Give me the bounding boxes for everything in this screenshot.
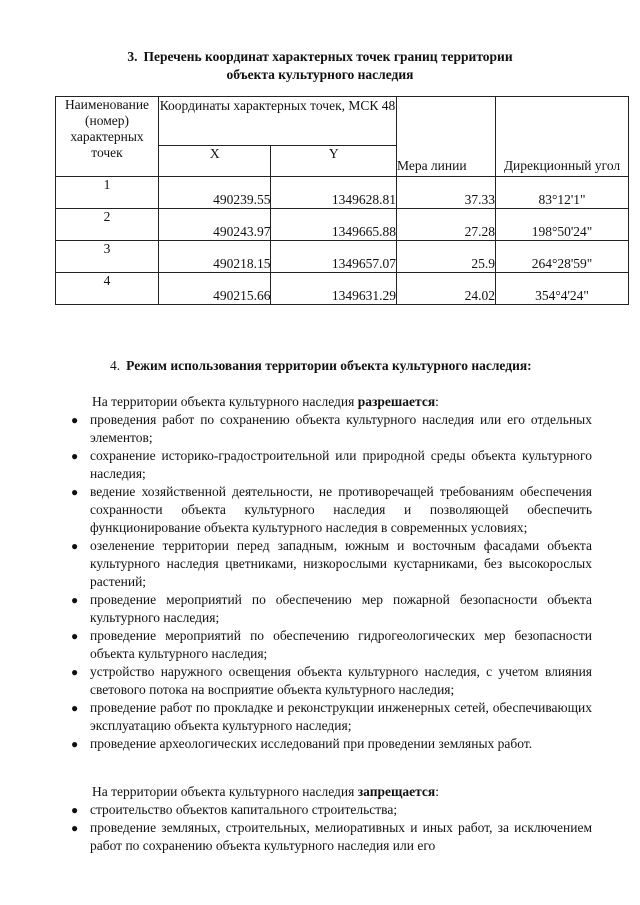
allowed-keyword: разрешается — [357, 394, 436, 409]
table-row — [56, 177, 629, 209]
list-item — [71, 801, 592, 819]
list-item-text: проведение мероприятий по обеспечению гидрогеологических мер безопасности объекта культурного наследия; — [90, 628, 592, 661]
list-item — [71, 591, 592, 627]
header-direction-angle: Дирекционный угол — [496, 97, 629, 177]
cell-direction: 198°50'24" — [496, 209, 629, 241]
header-line-length: Мера линии — [397, 97, 496, 177]
list-item-text: проведения работ по сохранению объекта культурного наследия или его отдельных элементов; — [90, 412, 592, 445]
cell-x: 490218.15 — [159, 241, 271, 273]
cell-y: 1349665.88 — [271, 209, 397, 241]
allowed-intro — [92, 393, 439, 411]
table-row — [56, 241, 629, 273]
forbidden-intro — [92, 783, 439, 801]
list-item-text: устройство наружного освещения объекта культурного наследия, с учетом влияния светового потока на восприятие объекта культурного наследия; — [90, 664, 592, 697]
list-item-text: проведение земляных, строительных, мелиоративных и иных работ, за исключением работ по сохранению объекта культурного наследия или его — [90, 820, 592, 853]
cell-x: 490243.97 — [159, 209, 271, 241]
bullet-icon: ● — [71, 701, 79, 715]
cell-length: 25.9 — [397, 241, 496, 273]
section-4-title — [110, 357, 610, 375]
table-row — [56, 273, 629, 305]
forbidden-keyword: запрещается — [357, 784, 436, 799]
list-item-text: проведение археологических исследований при проведении земляных работ. — [90, 736, 533, 751]
cell-point-number: 2 — [56, 209, 159, 241]
cell-y: 1349657.07 — [271, 241, 397, 273]
coordinates-table — [55, 96, 629, 305]
allowed-intro-colon: : — [435, 394, 439, 409]
forbidden-list — [71, 801, 592, 855]
header-point-name: Наименование (номер) характерных точек — [56, 97, 159, 177]
list-item — [71, 735, 592, 753]
cell-length: 27.28 — [397, 209, 496, 241]
list-item — [71, 483, 592, 537]
bullet-icon: ● — [71, 803, 79, 817]
cell-direction: 264°28'59" — [496, 241, 629, 273]
bullet-icon: ● — [71, 593, 79, 607]
list-item-text: озеленение территории перед западным, южным и восточным фасадами объекта культурного наследия цветниками, низкорослыми кустарниками, без высокорослых растений; — [90, 538, 592, 589]
bullet-icon: ● — [71, 629, 79, 643]
list-item — [71, 819, 592, 855]
allowed-intro-text: На территории объекта культурного наследия — [92, 394, 358, 409]
list-item — [71, 627, 592, 663]
cell-length: 37.33 — [397, 177, 496, 209]
list-item — [71, 663, 592, 699]
section-3-title-line2: объекта культурного наследия — [226, 67, 414, 82]
list-item-text: строительство объектов капитального строительства; — [90, 802, 398, 817]
table-header-row — [56, 97, 629, 146]
list-item — [71, 537, 592, 591]
bullet-icon: ● — [71, 539, 79, 553]
cell-length: 24.02 — [397, 273, 496, 305]
list-item-text: сохранение историко-градостроительной или природной среды объекта культурного наследия; — [90, 448, 592, 481]
cell-x: 490215.66 — [159, 273, 271, 305]
cell-y: 1349628.81 — [271, 177, 397, 209]
list-item-text: ведение хозяйственной деятельности, не противоречащей требованиям обеспечения сохранности объекта культурного наследия и позволяющей обеспечить функционирование объекта культурного наследия в современных условиях; — [90, 484, 592, 535]
bullet-icon: ● — [71, 413, 79, 427]
list-item-text: проведение мероприятий по обеспечению мер пожарной безопасности объекта культурного наследия; — [90, 592, 592, 625]
list-item — [71, 411, 592, 447]
table-row — [56, 209, 629, 241]
list-item — [71, 699, 592, 735]
header-coordinates: Координаты характерных точек, МСК 48 — [159, 97, 397, 146]
forbidden-intro-text: На территории объекта культурного наследия — [92, 784, 358, 799]
header-y: Y — [271, 146, 397, 177]
cell-point-number: 3 — [56, 241, 159, 273]
cell-x: 490239.55 — [159, 177, 271, 209]
section-4-title-text: Режим использования территории объекта культурного наследия: — [126, 358, 532, 373]
section-4-number: 4. — [110, 358, 121, 373]
section-3-title-line1: Перечень координат характерных точек границ территории — [143, 49, 513, 64]
forbidden-intro-colon: : — [435, 784, 439, 799]
allowed-list — [71, 411, 592, 753]
bullet-icon: ● — [71, 485, 79, 499]
header-x: X — [159, 146, 271, 177]
bullet-icon: ● — [71, 821, 79, 835]
list-item-text: проведение работ по прокладке и реконструкции инженерных сетей, обеспечивающих эксплуатацию объекта культурного наследия; — [90, 700, 592, 733]
section-3-number: 3. — [127, 49, 138, 64]
cell-y: 1349631.29 — [271, 273, 397, 305]
cell-point-number: 4 — [56, 273, 159, 305]
bullet-icon: ● — [71, 449, 79, 463]
cell-direction: 83°12'1" — [496, 177, 629, 209]
cell-point-number: 1 — [56, 177, 159, 209]
list-item — [71, 447, 592, 483]
bullet-icon: ● — [71, 737, 79, 751]
cell-direction: 354°4'24" — [496, 273, 629, 305]
section-3-title — [60, 48, 580, 84]
bullet-icon: ● — [71, 665, 79, 679]
